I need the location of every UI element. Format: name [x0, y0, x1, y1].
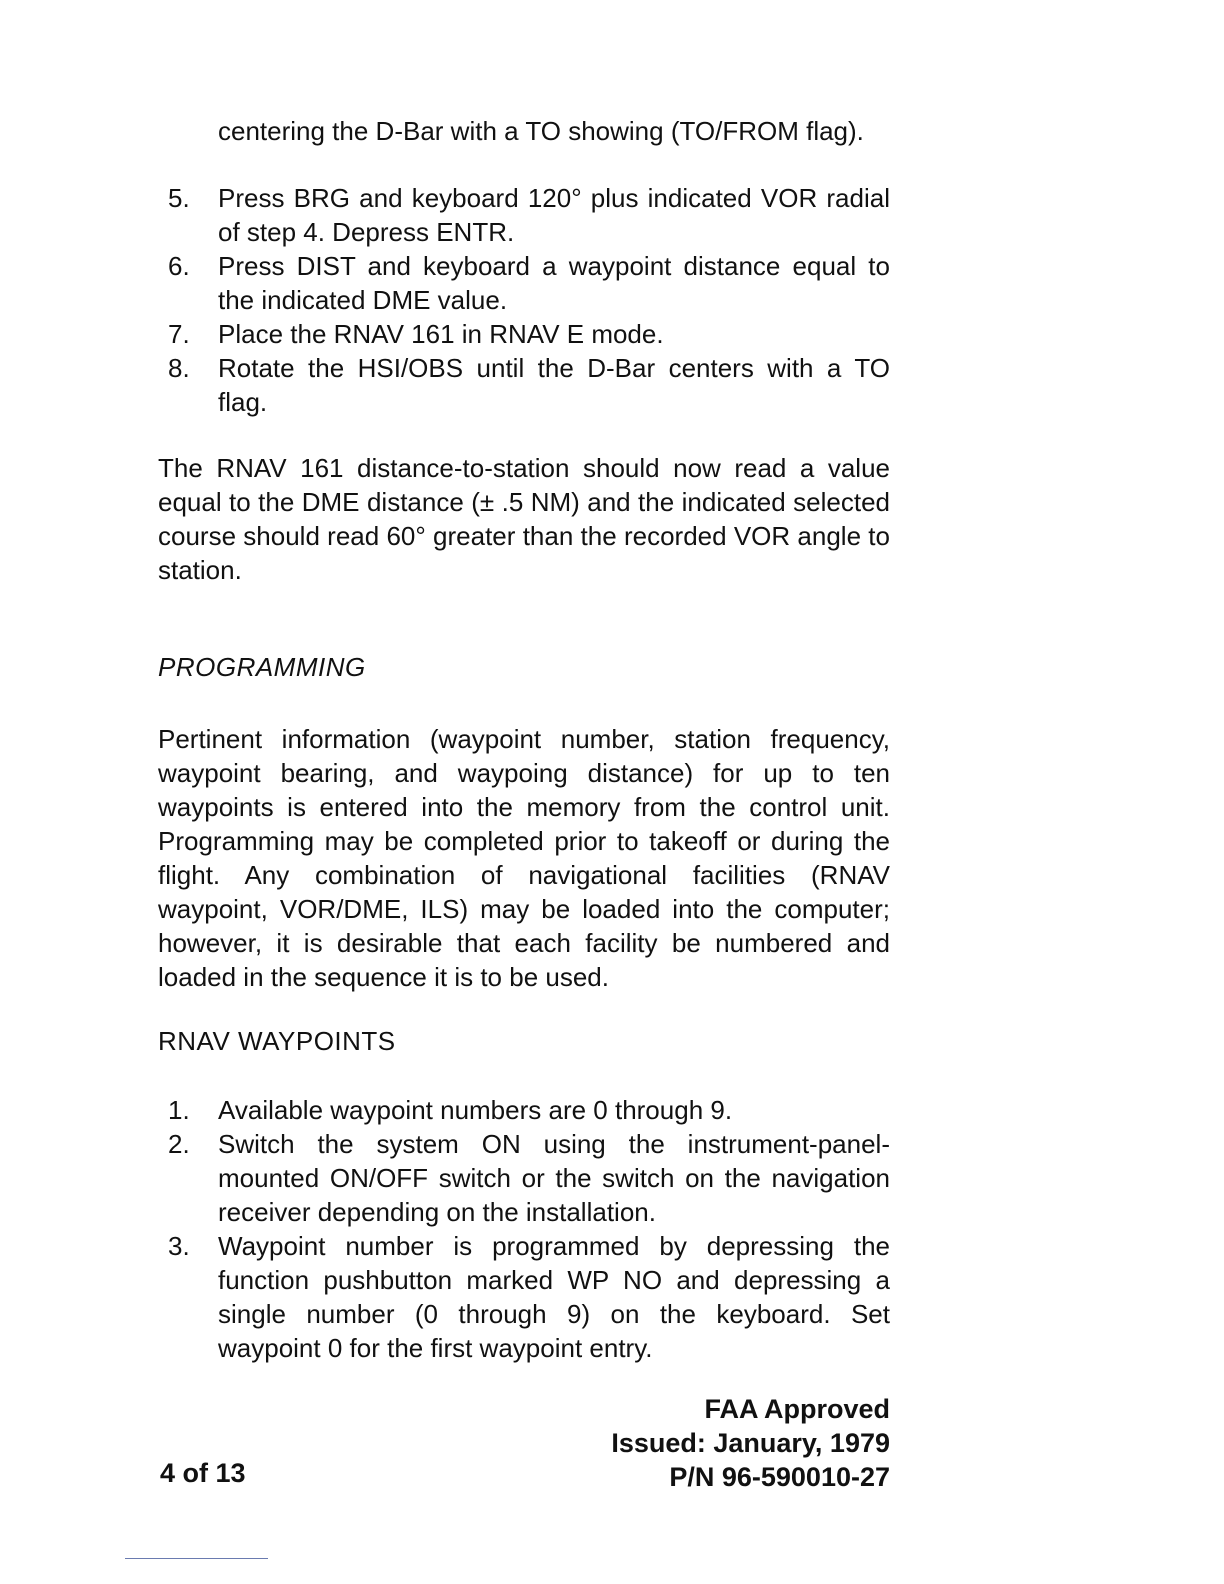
- result-paragraph: The RNAV 161 distance-to-station should now read a value equal to the DME distance (± .5 NM) and the indicated selected course should read 60° greater than the recorded VOR angle to station.: [158, 453, 890, 585]
- list-item-number: 6.: [168, 251, 190, 281]
- part-number: P/N 96-590010-27: [669, 1462, 890, 1492]
- list-item-number: 5.: [168, 183, 190, 213]
- faa-approved-label: FAA Approved: [704, 1394, 890, 1424]
- list-item-text: Rotate the HSI/OBS until the D-Bar centers with a TO flag.: [218, 353, 890, 417]
- list-item-text: Press DIST and keyboard a waypoint distance equal to the indicated DME value.: [218, 251, 890, 315]
- list-item-text: Switch the system ON using the instrument-panel-mounted ON/OFF switch or the switch on the navigation receiver depending on the installation.: [218, 1129, 890, 1227]
- list-item-text: Available waypoint numbers are 0 through 9.: [218, 1095, 733, 1125]
- list-item-text: Place the RNAV 161 in RNAV E mode.: [218, 319, 664, 349]
- list-item-number: 2.: [168, 1129, 190, 1159]
- list-item: [158, 249, 890, 317]
- list-item-number: 8.: [168, 353, 190, 383]
- issued-date: Issued: January, 1979: [611, 1428, 890, 1458]
- list-item-text: Waypoint number is programmed by depressing the function pushbutton marked WP NO and depressing a single number (0 through 9) on the keyboard. Set waypoint 0 for the first waypoint entry.: [218, 1231, 890, 1363]
- list-item: [158, 351, 890, 419]
- list-item-number: 3.: [168, 1231, 190, 1261]
- steps-top-list: [158, 181, 890, 419]
- list-item-number: 7.: [168, 319, 190, 349]
- continuation-text: centering the D-Bar with a TO showing (TO/FROM flag).: [218, 116, 864, 146]
- rnav-steps-list: [158, 1093, 890, 1365]
- footer-approval-block: [611, 1392, 890, 1494]
- rnav-waypoints-heading: RNAV WAYPOINTS: [158, 1026, 396, 1056]
- programming-paragraph: Pertinent information (waypoint number, station frequency, waypoint bearing, and waypoing distance) for up to ten waypoints is entered into the memory from the control unit. Programming may be completed prior to takeoff or during the flight. Any combination of navigational facilities (RNAV waypoint, VOR/DME, ILS) may be loaded into the computer; however, it is desirable that each facility be numbered and loaded in the sequence it is to be used.: [158, 724, 890, 992]
- list-item: [158, 317, 890, 351]
- programming-heading: PROGRAMMING: [158, 652, 366, 682]
- list-item-number: 1.: [168, 1095, 190, 1125]
- list-item: [158, 181, 890, 249]
- list-item: [158, 1127, 890, 1229]
- page-number: 4 of 13: [160, 1458, 246, 1488]
- list-item: [158, 1093, 890, 1127]
- list-item-text: Press BRG and keyboard 120° plus indicated VOR radial of step 4. Depress ENTR.: [218, 183, 890, 247]
- list-item: [158, 1229, 890, 1365]
- footer-rule: [125, 1558, 268, 1559]
